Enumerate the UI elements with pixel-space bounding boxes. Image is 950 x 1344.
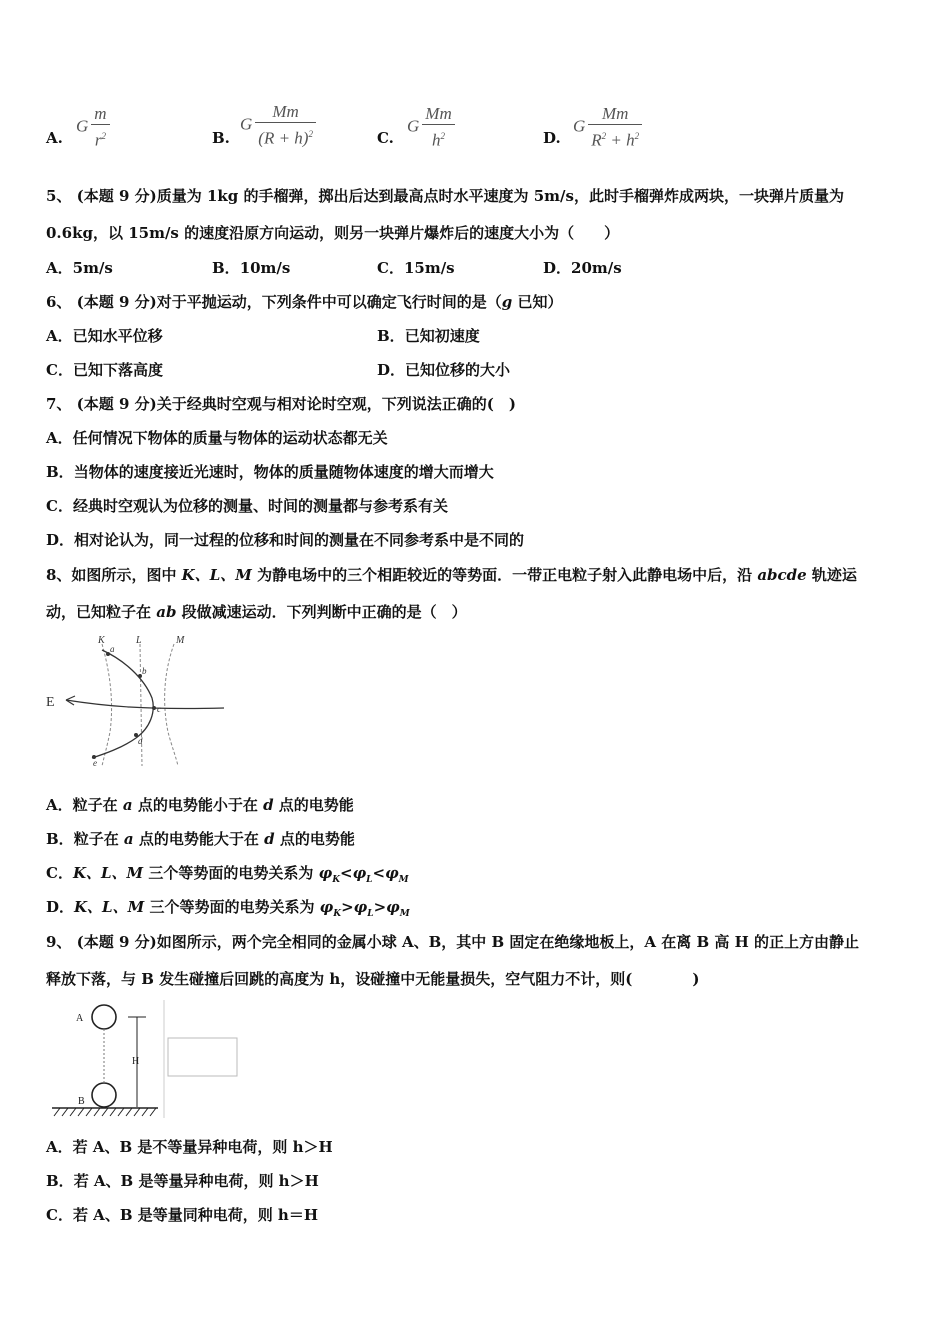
- label-e-field: E: [46, 695, 55, 710]
- q8-stem-line2: 动，已知粒子在 ab 段做减速运动．下列判断中正确的是（ ）: [46, 603, 467, 621]
- q6-option-b[interactable]: B．已知初速度: [377, 327, 480, 345]
- q4-formula-b: G $\frac{Mm}{(R + h)^2}$: [240, 102, 316, 150]
- label-c: c: [157, 704, 161, 714]
- q9-option-c[interactable]: C．若 A、B 是等量同种电荷，则 h＝H: [46, 1206, 319, 1224]
- field-line-e: [66, 700, 224, 709]
- ground-hatch: [54, 1108, 156, 1116]
- ball-b: [92, 1083, 116, 1107]
- q4-formula-c: G $\frac{Mm}{h^2}$: [407, 104, 455, 152]
- q4-formula-a: G $\frac{m}{r^2}$: [76, 104, 110, 152]
- q8-option-c[interactable]: C．K、L、M 三个等势面的电势关系为 $\varphi_K<\varphi_L<\varphi_M$: [46, 864, 409, 885]
- label-a: a: [110, 644, 115, 654]
- q5-stem-line2: 0.6kg，以 15m/s 的速度沿原方向运动，则另一块弹片爆炸后的速度大小为（ ）: [46, 224, 620, 242]
- q7-option-c[interactable]: C．经典时空观认为位移的测量、时间的测量都与参考系有关: [46, 497, 448, 515]
- equipotential-l: [140, 644, 142, 766]
- q4-option-d[interactable]: D.: [543, 129, 561, 147]
- label-height: H: [132, 1056, 140, 1067]
- label-l: L: [136, 635, 142, 646]
- q7-option-d[interactable]: D．相对论认为，同一过程的位移和时间的测量在不同参考系中是不同的: [46, 531, 525, 549]
- label-d: d: [138, 736, 143, 746]
- q5-option-c[interactable]: C．15m/s: [377, 259, 455, 277]
- q4-option-a[interactable]: A.: [46, 129, 63, 147]
- label-ball-b: B: [78, 1096, 85, 1107]
- q4-formula-d: G $\frac{Mm}{R^2 + h^2}$: [573, 104, 642, 152]
- q5-option-d[interactable]: D．20m/s: [543, 259, 622, 277]
- q9-stem-line1: 9、 (本题 9 分)如图所示，两个完全相同的金属小球 A、B，其中 B 固定在绝缘地板上，A 在离 B 高 H 的正上方由静止: [46, 933, 860, 951]
- q4-option-c[interactable]: C.: [377, 129, 394, 147]
- q8-option-d[interactable]: D．K、L、M 三个等势面的电势关系为 $\varphi_K>\varphi_L>\varphi_M$: [46, 898, 410, 919]
- q8-option-b[interactable]: B．粒子在 a 点的电势能大于在 d 点的电势能: [46, 830, 355, 848]
- q8-option-a[interactable]: A．粒子在 a 点的电势能小于在 d 点的电势能: [46, 796, 354, 814]
- q6-option-c[interactable]: C．已知下落高度: [46, 361, 163, 379]
- blank-box: [168, 1038, 237, 1076]
- label-ball-a: A: [76, 1013, 84, 1024]
- q9-option-b[interactable]: B．若 A、B 是等量异种电荷，则 h＞H: [46, 1172, 319, 1190]
- q6-stem: 6、 (本题 9 分)对于平抛运动，下列条件中可以确定飞行时间的是（g 已知）: [46, 293, 563, 311]
- q7-option-b[interactable]: B．当物体的速度接近光速时，物体的质量随物体速度的增大而增大: [46, 463, 494, 481]
- point-c: [152, 706, 156, 710]
- q7-stem: 7、 (本题 9 分)关于经典时空观与相对论时空观，下列说法正确的( ): [46, 395, 516, 413]
- q9-figure-balls: [48, 998, 244, 1122]
- q6-option-d[interactable]: D．已知位移的大小: [377, 361, 511, 379]
- q8-stem-line1: 8、如图所示，图中 K、L、M 为静电场中的三个相距较近的等势面．一带正电粒子射入此静电场中后，沿 abcde 轨迹运: [46, 566, 857, 584]
- label-k: K: [98, 635, 105, 646]
- label-b: b: [142, 666, 147, 676]
- q6-option-a[interactable]: A．已知水平位移: [46, 327, 163, 345]
- q5-option-a[interactable]: A．5m/s: [46, 259, 113, 277]
- ball-a: [92, 1005, 116, 1029]
- q8-figure-equipotential: [44, 632, 234, 772]
- q5-stem-line1: 5、 (本题 9 分)质量为 1kg 的手榴弹，掷出后达到最高点时水平速度为 5m/s，此时手榴弹炸成两块，一块弹片质量为: [46, 187, 844, 205]
- q9-option-a[interactable]: A．若 A、B 是不等量异种电荷，则 h＞H: [46, 1138, 333, 1156]
- q7-option-a[interactable]: A．任何情况下物体的质量与物体的运动状态都无关: [46, 429, 388, 447]
- label-e-point: e: [93, 758, 97, 768]
- q4-option-b[interactable]: B.: [212, 129, 230, 147]
- q9-stem-line2: 释放下落，与 B 发生碰撞后回跳的高度为 h，设碰撞中无能量损失，空气阻力不计，则( ): [46, 970, 700, 988]
- q5-option-b[interactable]: B．10m/s: [212, 259, 291, 277]
- equipotential-m: [165, 644, 178, 766]
- label-m: M: [176, 635, 185, 646]
